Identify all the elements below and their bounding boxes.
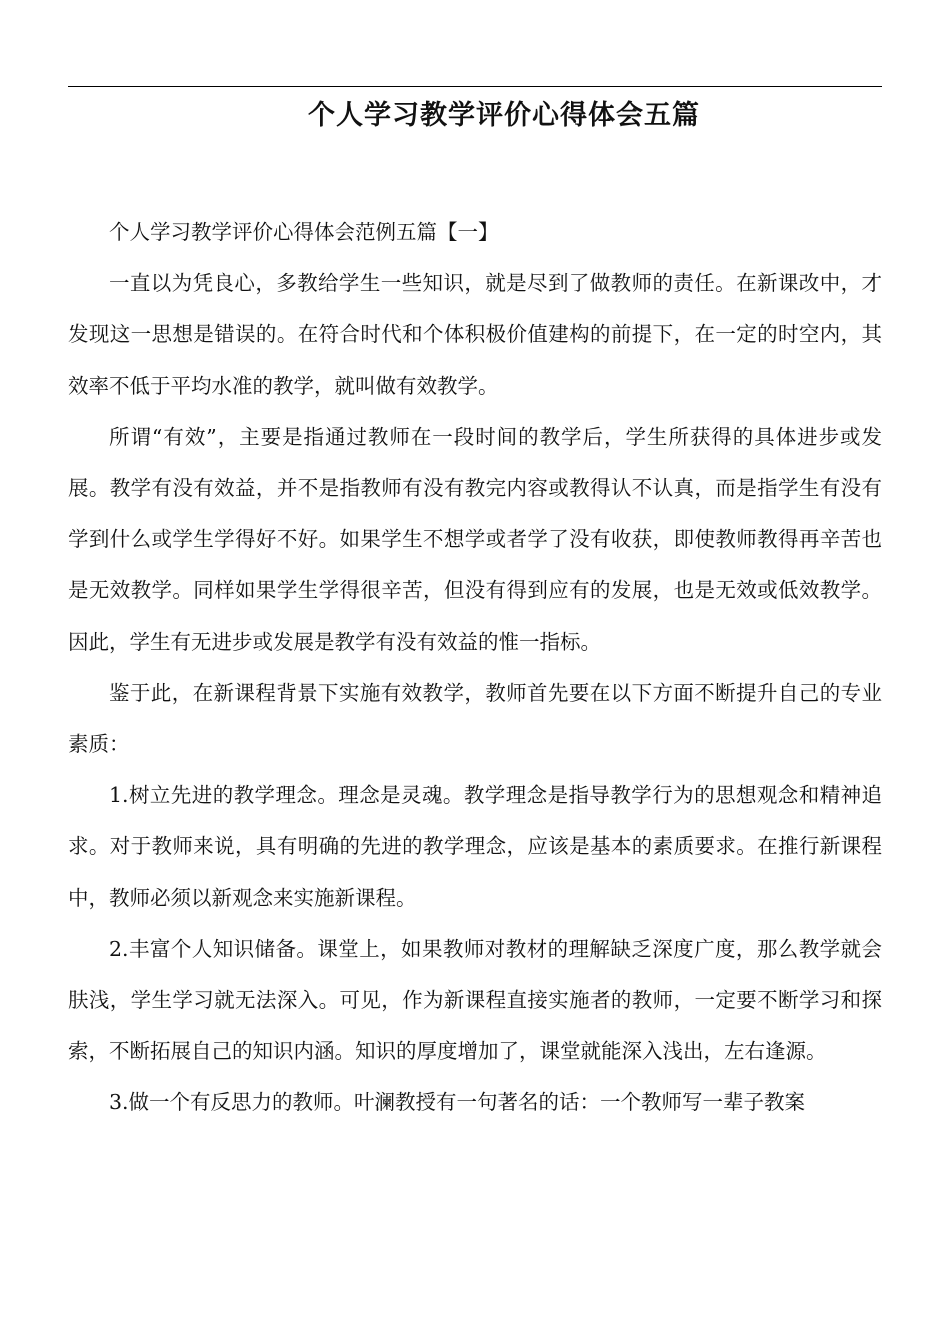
header-rule	[68, 86, 882, 87]
paragraph: 一直以为凭良心，多教给学生一些知识，就是尽到了做教师的责任。在新课改中，才发现这一思想是错误的。在符合时代和个体积极价值建构的前提下，在一定的时空内，其效率不低于平均水准的教学，就叫做有效教学。	[68, 271, 882, 398]
document-body	[68, 207, 882, 1129]
paragraph: 所谓“有效”，主要是指通过教师在一段时间的教学后，学生所获得的具体进步或发展。教学有没有效益，并不是指教师有没有教完内容或教得认不认真，而是指学生有没有学到什么或学生学得好不好。如果学生不想学或者学了没有收获，即使教师教得再辛苦也是无效教学。同样如果学生学得很辛苦，但没有得到应有的发展，也是无效或低效教学。因此，学生有无进步或发展是教学有没有效益的惟一指标。	[68, 424, 882, 654]
paragraph: 鉴于此，在新课程背景下实施有效教学，教师首先要在以下方面不断提升自己的专业素质：	[68, 680, 882, 757]
list-item: 1.树立先进的教学理念。理念是灵魂。教学理念是指导教学行为的思想观念和精神追求。对于教师来说，具有明确的先进的教学理念，应该是基本的素质要求。在推行新课程中，教师必须以新观念来实施新课程。	[68, 783, 882, 910]
list-item: 3.做一个有反思力的教师。叶澜教授有一句著名的话：一个教师写一辈子教案	[109, 1090, 806, 1115]
section-heading: 个人学习教学评价心得体会范例五篇【一】	[109, 220, 499, 244]
document-title: 个人学习教学评价心得体会五篇	[308, 100, 700, 131]
list-item: 2.丰富个人知识储备。课堂上，如果教师对教材的理解缺乏深度广度，那么教学就会肤浅，学生学习就无法深入。可见，作为新课程直接实施者的教师，一定要不断学习和探索，不断拓展自己的知识内涵。知识的厚度增加了，课堂就能深入浅出，左右逢源。	[68, 936, 882, 1064]
